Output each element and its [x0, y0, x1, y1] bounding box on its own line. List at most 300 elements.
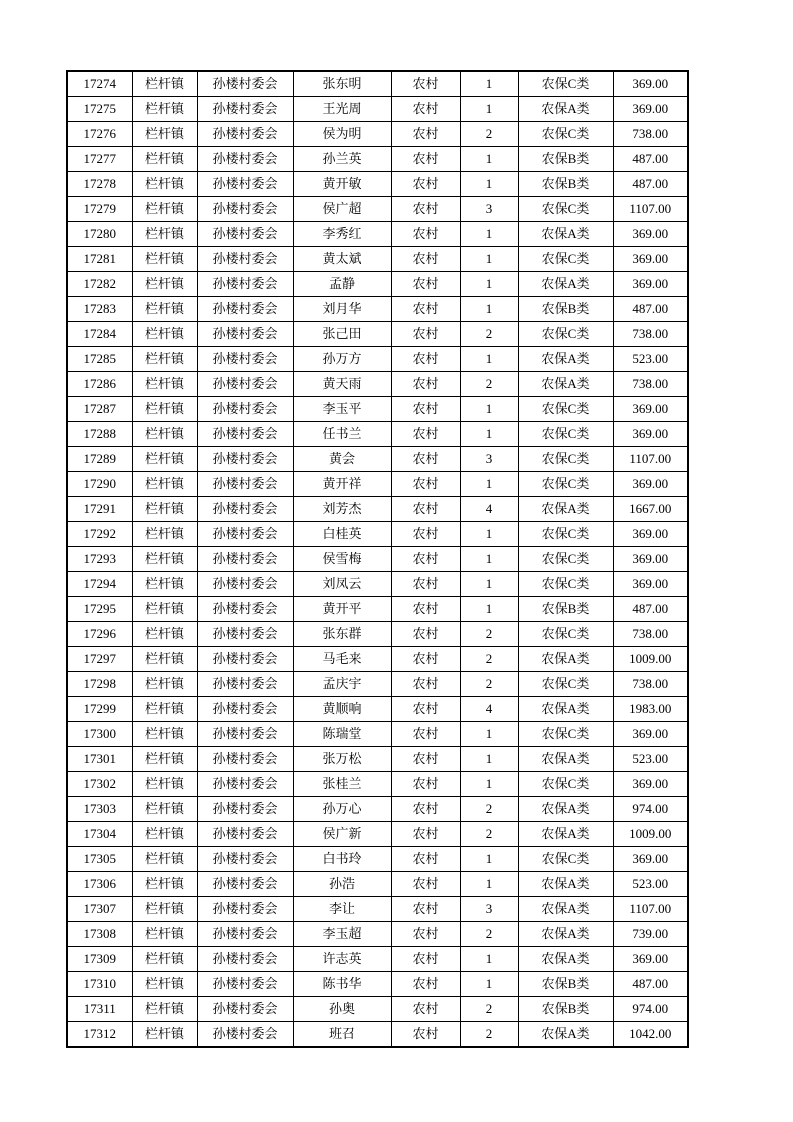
- table-row: [67, 497, 688, 522]
- table-row: [67, 822, 688, 847]
- table-row: [67, 972, 688, 997]
- cell-residence-type: 农村: [391, 497, 460, 522]
- cell-town: 栏杆镇: [132, 747, 197, 772]
- cell-village-committee: 孙楼村委会: [197, 472, 293, 497]
- cell-record-id: 17311: [67, 997, 132, 1022]
- cell-person-name: 李秀红: [293, 222, 391, 247]
- cell-person-count: 1: [460, 572, 518, 597]
- cell-person-count: 1: [460, 522, 518, 547]
- cell-record-id: 17290: [67, 472, 132, 497]
- cell-person-name: 侯广新: [293, 822, 391, 847]
- cell-town: 栏杆镇: [132, 422, 197, 447]
- cell-residence-type: 农村: [391, 472, 460, 497]
- cell-person-count: 3: [460, 197, 518, 222]
- cell-person-name: 黄开平: [293, 597, 391, 622]
- cell-record-id: 17296: [67, 622, 132, 647]
- cell-amount: 369.00: [613, 222, 688, 247]
- cell-town: 栏杆镇: [132, 947, 197, 972]
- cell-village-committee: 孙楼村委会: [197, 697, 293, 722]
- cell-person-name: 黄开敏: [293, 172, 391, 197]
- cell-village-committee: 孙楼村委会: [197, 872, 293, 897]
- cell-record-id: 17285: [67, 347, 132, 372]
- cell-village-committee: 孙楼村委会: [197, 647, 293, 672]
- table-row: [67, 922, 688, 947]
- cell-insurance-category: 农保C类: [518, 71, 613, 97]
- cell-record-id: 17286: [67, 372, 132, 397]
- table-row: [67, 597, 688, 622]
- cell-insurance-category: 农保C类: [518, 572, 613, 597]
- cell-record-id: 17278: [67, 172, 132, 197]
- cell-amount: 738.00: [613, 672, 688, 697]
- cell-insurance-category: 农保A类: [518, 1022, 613, 1048]
- cell-person-count: 1: [460, 147, 518, 172]
- cell-amount: 974.00: [613, 797, 688, 822]
- cell-village-committee: 孙楼村委会: [197, 197, 293, 222]
- cell-insurance-category: 农保B类: [518, 597, 613, 622]
- cell-person-name: 李玉平: [293, 397, 391, 422]
- cell-person-name: 张己田: [293, 322, 391, 347]
- cell-insurance-category: 农保A类: [518, 897, 613, 922]
- cell-insurance-category: 农保C类: [518, 772, 613, 797]
- table-row: [67, 447, 688, 472]
- cell-village-committee: 孙楼村委会: [197, 897, 293, 922]
- cell-record-id: 17310: [67, 972, 132, 997]
- cell-village-committee: 孙楼村委会: [197, 122, 293, 147]
- cell-residence-type: 农村: [391, 797, 460, 822]
- cell-town: 栏杆镇: [132, 172, 197, 197]
- cell-town: 栏杆镇: [132, 622, 197, 647]
- cell-person-count: 1: [460, 222, 518, 247]
- cell-person-count: 2: [460, 622, 518, 647]
- table-row: [67, 122, 688, 147]
- cell-town: 栏杆镇: [132, 97, 197, 122]
- cell-residence-type: 农村: [391, 97, 460, 122]
- cell-town: 栏杆镇: [132, 497, 197, 522]
- table-row: [67, 372, 688, 397]
- table-body: [67, 71, 688, 1047]
- cell-person-name: 孙万心: [293, 797, 391, 822]
- cell-town: 栏杆镇: [132, 272, 197, 297]
- cell-residence-type: 农村: [391, 272, 460, 297]
- cell-amount: 487.00: [613, 172, 688, 197]
- cell-residence-type: 农村: [391, 947, 460, 972]
- cell-amount: 1983.00: [613, 697, 688, 722]
- cell-insurance-category: 农保C类: [518, 322, 613, 347]
- cell-amount: 369.00: [613, 547, 688, 572]
- cell-record-id: 17287: [67, 397, 132, 422]
- cell-amount: 974.00: [613, 997, 688, 1022]
- cell-village-committee: 孙楼村委会: [197, 297, 293, 322]
- cell-residence-type: 农村: [391, 1022, 460, 1048]
- cell-town: 栏杆镇: [132, 372, 197, 397]
- cell-village-committee: 孙楼村委会: [197, 997, 293, 1022]
- cell-insurance-category: 农保C类: [518, 447, 613, 472]
- cell-insurance-category: 农保C类: [518, 547, 613, 572]
- cell-residence-type: 农村: [391, 447, 460, 472]
- cell-residence-type: 农村: [391, 997, 460, 1022]
- cell-residence-type: 农村: [391, 372, 460, 397]
- cell-insurance-category: 农保C类: [518, 847, 613, 872]
- cell-person-name: 白书玲: [293, 847, 391, 872]
- cell-village-committee: 孙楼村委会: [197, 597, 293, 622]
- cell-town: 栏杆镇: [132, 247, 197, 272]
- cell-person-count: 1: [460, 972, 518, 997]
- cell-town: 栏杆镇: [132, 1022, 197, 1048]
- cell-person-count: 2: [460, 372, 518, 397]
- cell-town: 栏杆镇: [132, 672, 197, 697]
- cell-residence-type: 农村: [391, 197, 460, 222]
- cell-person-name: 孟静: [293, 272, 391, 297]
- cell-record-id: 17277: [67, 147, 132, 172]
- cell-village-committee: 孙楼村委会: [197, 1022, 293, 1048]
- cell-person-name: 黄顺响: [293, 697, 391, 722]
- cell-person-name: 张东群: [293, 622, 391, 647]
- cell-person-name: 班召: [293, 1022, 391, 1048]
- cell-record-id: 17279: [67, 197, 132, 222]
- cell-record-id: 17302: [67, 772, 132, 797]
- cell-person-count: 2: [460, 322, 518, 347]
- cell-record-id: 17284: [67, 322, 132, 347]
- cell-town: 栏杆镇: [132, 522, 197, 547]
- cell-record-id: 17303: [67, 797, 132, 822]
- cell-town: 栏杆镇: [132, 572, 197, 597]
- cell-person-count: 2: [460, 1022, 518, 1048]
- cell-town: 栏杆镇: [132, 822, 197, 847]
- cell-record-id: 17300: [67, 722, 132, 747]
- table-row: [67, 697, 688, 722]
- table-row: [67, 722, 688, 747]
- table-row: [67, 797, 688, 822]
- cell-person-name: 王光周: [293, 97, 391, 122]
- cell-insurance-category: 农保A类: [518, 222, 613, 247]
- cell-village-committee: 孙楼村委会: [197, 972, 293, 997]
- cell-residence-type: 农村: [391, 322, 460, 347]
- cell-town: 栏杆镇: [132, 647, 197, 672]
- cell-residence-type: 农村: [391, 222, 460, 247]
- cell-record-id: 17309: [67, 947, 132, 972]
- cell-village-committee: 孙楼村委会: [197, 397, 293, 422]
- table-row: [67, 672, 688, 697]
- cell-person-count: 2: [460, 997, 518, 1022]
- cell-person-count: 1: [460, 397, 518, 422]
- table-row: [67, 522, 688, 547]
- cell-amount: 369.00: [613, 522, 688, 547]
- cell-person-name: 黄开祥: [293, 472, 391, 497]
- cell-person-name: 任书兰: [293, 422, 391, 447]
- cell-amount: 369.00: [613, 847, 688, 872]
- cell-residence-type: 农村: [391, 772, 460, 797]
- cell-insurance-category: 农保A类: [518, 372, 613, 397]
- cell-insurance-category: 农保A类: [518, 347, 613, 372]
- cell-insurance-category: 农保A类: [518, 797, 613, 822]
- cell-insurance-category: 农保C类: [518, 622, 613, 647]
- cell-insurance-category: 农保C类: [518, 122, 613, 147]
- cell-person-count: 2: [460, 922, 518, 947]
- cell-person-name: 李让: [293, 897, 391, 922]
- table-row: [67, 472, 688, 497]
- cell-record-id: 17280: [67, 222, 132, 247]
- cell-record-id: 17288: [67, 422, 132, 447]
- cell-record-id: 17305: [67, 847, 132, 872]
- cell-village-committee: 孙楼村委会: [197, 522, 293, 547]
- cell-amount: 369.00: [613, 422, 688, 447]
- cell-person-count: 1: [460, 722, 518, 747]
- cell-residence-type: 农村: [391, 547, 460, 572]
- table-row: [67, 872, 688, 897]
- cell-person-name: 孙浩: [293, 872, 391, 897]
- cell-record-id: 17283: [67, 297, 132, 322]
- cell-person-name: 孙奥: [293, 997, 391, 1022]
- cell-insurance-category: 农保A类: [518, 872, 613, 897]
- cell-village-committee: 孙楼村委会: [197, 247, 293, 272]
- table-row: [67, 147, 688, 172]
- cell-town: 栏杆镇: [132, 222, 197, 247]
- cell-record-id: 17291: [67, 497, 132, 522]
- cell-person-name: 刘月华: [293, 297, 391, 322]
- cell-residence-type: 农村: [391, 847, 460, 872]
- cell-amount: 369.00: [613, 772, 688, 797]
- cell-town: 栏杆镇: [132, 897, 197, 922]
- cell-town: 栏杆镇: [132, 472, 197, 497]
- cell-person-name: 黄太斌: [293, 247, 391, 272]
- cell-residence-type: 农村: [391, 872, 460, 897]
- cell-town: 栏杆镇: [132, 397, 197, 422]
- cell-person-name: 张东明: [293, 71, 391, 97]
- cell-person-count: 1: [460, 422, 518, 447]
- cell-insurance-category: 农保A类: [518, 747, 613, 772]
- cell-record-id: 17297: [67, 647, 132, 672]
- cell-person-count: 1: [460, 247, 518, 272]
- cell-record-id: 17307: [67, 897, 132, 922]
- cell-residence-type: 农村: [391, 972, 460, 997]
- table-row: [67, 997, 688, 1022]
- cell-residence-type: 农村: [391, 172, 460, 197]
- cell-town: 栏杆镇: [132, 547, 197, 572]
- table-row: [67, 772, 688, 797]
- cell-amount: 369.00: [613, 472, 688, 497]
- cell-person-count: 2: [460, 122, 518, 147]
- cell-town: 栏杆镇: [132, 71, 197, 97]
- cell-amount: 738.00: [613, 622, 688, 647]
- cell-person-name: 孙兰英: [293, 147, 391, 172]
- cell-town: 栏杆镇: [132, 197, 197, 222]
- cell-person-count: 4: [460, 497, 518, 522]
- cell-amount: 738.00: [613, 322, 688, 347]
- cell-village-committee: 孙楼村委会: [197, 747, 293, 772]
- cell-person-count: 1: [460, 947, 518, 972]
- cell-residence-type: 农村: [391, 697, 460, 722]
- cell-insurance-category: 农保B类: [518, 297, 613, 322]
- cell-village-committee: 孙楼村委会: [197, 272, 293, 297]
- table-row: [67, 747, 688, 772]
- cell-insurance-category: 农保A类: [518, 497, 613, 522]
- cell-record-id: 17308: [67, 922, 132, 947]
- cell-amount: 1042.00: [613, 1022, 688, 1048]
- cell-village-committee: 孙楼村委会: [197, 97, 293, 122]
- cell-record-id: 17301: [67, 747, 132, 772]
- cell-amount: 369.00: [613, 247, 688, 272]
- cell-person-name: 侯广超: [293, 197, 391, 222]
- cell-residence-type: 农村: [391, 722, 460, 747]
- table-row: [67, 622, 688, 647]
- cell-person-name: 白桂英: [293, 522, 391, 547]
- cell-village-committee: 孙楼村委会: [197, 372, 293, 397]
- cell-town: 栏杆镇: [132, 297, 197, 322]
- cell-insurance-category: 农保B类: [518, 172, 613, 197]
- cell-record-id: 17306: [67, 872, 132, 897]
- table-row: [67, 322, 688, 347]
- cell-person-name: 侯雪梅: [293, 547, 391, 572]
- cell-amount: 523.00: [613, 747, 688, 772]
- cell-person-name: 孟庆宇: [293, 672, 391, 697]
- cell-insurance-category: 农保A类: [518, 272, 613, 297]
- cell-residence-type: 农村: [391, 897, 460, 922]
- cell-village-committee: 孙楼村委会: [197, 347, 293, 372]
- table-row: [67, 247, 688, 272]
- cell-person-name: 张桂兰: [293, 772, 391, 797]
- cell-amount: 1107.00: [613, 897, 688, 922]
- cell-amount: 1667.00: [613, 497, 688, 522]
- cell-residence-type: 农村: [391, 522, 460, 547]
- cell-amount: 369.00: [613, 572, 688, 597]
- cell-amount: 369.00: [613, 947, 688, 972]
- cell-residence-type: 农村: [391, 397, 460, 422]
- cell-residence-type: 农村: [391, 147, 460, 172]
- cell-amount: 1107.00: [613, 447, 688, 472]
- cell-record-id: 17293: [67, 547, 132, 572]
- cell-person-name: 侯为明: [293, 122, 391, 147]
- cell-amount: 487.00: [613, 147, 688, 172]
- cell-person-count: 1: [460, 97, 518, 122]
- cell-amount: 369.00: [613, 71, 688, 97]
- cell-residence-type: 农村: [391, 822, 460, 847]
- cell-insurance-category: 农保C类: [518, 722, 613, 747]
- cell-village-committee: 孙楼村委会: [197, 797, 293, 822]
- cell-person-count: 3: [460, 447, 518, 472]
- cell-record-id: 17298: [67, 672, 132, 697]
- cell-residence-type: 农村: [391, 622, 460, 647]
- cell-amount: 523.00: [613, 872, 688, 897]
- cell-insurance-category: 农保C类: [518, 472, 613, 497]
- cell-insurance-category: 农保A类: [518, 822, 613, 847]
- table-row: [67, 422, 688, 447]
- payment-table: [66, 70, 689, 1048]
- cell-residence-type: 农村: [391, 247, 460, 272]
- cell-person-count: 1: [460, 297, 518, 322]
- cell-village-committee: 孙楼村委会: [197, 922, 293, 947]
- cell-residence-type: 农村: [391, 347, 460, 372]
- cell-amount: 369.00: [613, 722, 688, 747]
- cell-person-count: 2: [460, 647, 518, 672]
- cell-record-id: 17282: [67, 272, 132, 297]
- cell-person-count: 1: [460, 472, 518, 497]
- cell-town: 栏杆镇: [132, 872, 197, 897]
- cell-amount: 738.00: [613, 122, 688, 147]
- cell-amount: 1009.00: [613, 647, 688, 672]
- cell-town: 栏杆镇: [132, 447, 197, 472]
- cell-record-id: 17292: [67, 522, 132, 547]
- cell-town: 栏杆镇: [132, 122, 197, 147]
- cell-person-name: 黄会: [293, 447, 391, 472]
- cell-person-name: 陈书华: [293, 972, 391, 997]
- cell-town: 栏杆镇: [132, 347, 197, 372]
- cell-amount: 523.00: [613, 347, 688, 372]
- cell-amount: 1107.00: [613, 197, 688, 222]
- cell-record-id: 17274: [67, 71, 132, 97]
- cell-insurance-category: 农保C类: [518, 397, 613, 422]
- cell-record-id: 17295: [67, 597, 132, 622]
- cell-insurance-category: 农保B类: [518, 997, 613, 1022]
- cell-village-committee: 孙楼村委会: [197, 672, 293, 697]
- table-row: [67, 847, 688, 872]
- cell-person-name: 许志英: [293, 947, 391, 972]
- cell-person-count: 1: [460, 547, 518, 572]
- cell-person-name: 刘凤云: [293, 572, 391, 597]
- table-row: [67, 197, 688, 222]
- cell-person-count: 1: [460, 71, 518, 97]
- cell-person-count: 1: [460, 772, 518, 797]
- cell-town: 栏杆镇: [132, 797, 197, 822]
- cell-person-count: 1: [460, 747, 518, 772]
- cell-town: 栏杆镇: [132, 922, 197, 947]
- cell-insurance-category: 农保C类: [518, 422, 613, 447]
- cell-insurance-category: 农保A类: [518, 947, 613, 972]
- cell-amount: 738.00: [613, 372, 688, 397]
- cell-residence-type: 农村: [391, 747, 460, 772]
- table-row: [67, 947, 688, 972]
- table-row: [67, 897, 688, 922]
- table-row: [67, 97, 688, 122]
- cell-record-id: 17304: [67, 822, 132, 847]
- cell-amount: 487.00: [613, 597, 688, 622]
- cell-person-name: 张万松: [293, 747, 391, 772]
- cell-town: 栏杆镇: [132, 722, 197, 747]
- cell-village-committee: 孙楼村委会: [197, 947, 293, 972]
- cell-residence-type: 农村: [391, 71, 460, 97]
- cell-insurance-category: 农保B类: [518, 147, 613, 172]
- cell-insurance-category: 农保C类: [518, 197, 613, 222]
- cell-residence-type: 农村: [391, 422, 460, 447]
- cell-record-id: 17276: [67, 122, 132, 147]
- cell-record-id: 17299: [67, 697, 132, 722]
- cell-amount: 369.00: [613, 97, 688, 122]
- cell-person-name: 李玉超: [293, 922, 391, 947]
- cell-record-id: 17289: [67, 447, 132, 472]
- cell-person-count: 1: [460, 872, 518, 897]
- cell-residence-type: 农村: [391, 647, 460, 672]
- cell-person-count: 1: [460, 347, 518, 372]
- table-row: [67, 547, 688, 572]
- cell-town: 栏杆镇: [132, 972, 197, 997]
- cell-village-committee: 孙楼村委会: [197, 722, 293, 747]
- cell-person-count: 3: [460, 897, 518, 922]
- cell-amount: 739.00: [613, 922, 688, 947]
- cell-record-id: 17281: [67, 247, 132, 272]
- table-row: [67, 397, 688, 422]
- table-row: [67, 272, 688, 297]
- cell-amount: 369.00: [613, 397, 688, 422]
- cell-residence-type: 农村: [391, 597, 460, 622]
- cell-village-committee: 孙楼村委会: [197, 422, 293, 447]
- cell-town: 栏杆镇: [132, 772, 197, 797]
- cell-record-id: 17275: [67, 97, 132, 122]
- cell-residence-type: 农村: [391, 922, 460, 947]
- cell-person-count: 1: [460, 272, 518, 297]
- cell-village-committee: 孙楼村委会: [197, 497, 293, 522]
- cell-village-committee: 孙楼村委会: [197, 71, 293, 97]
- cell-residence-type: 农村: [391, 572, 460, 597]
- cell-person-count: 2: [460, 797, 518, 822]
